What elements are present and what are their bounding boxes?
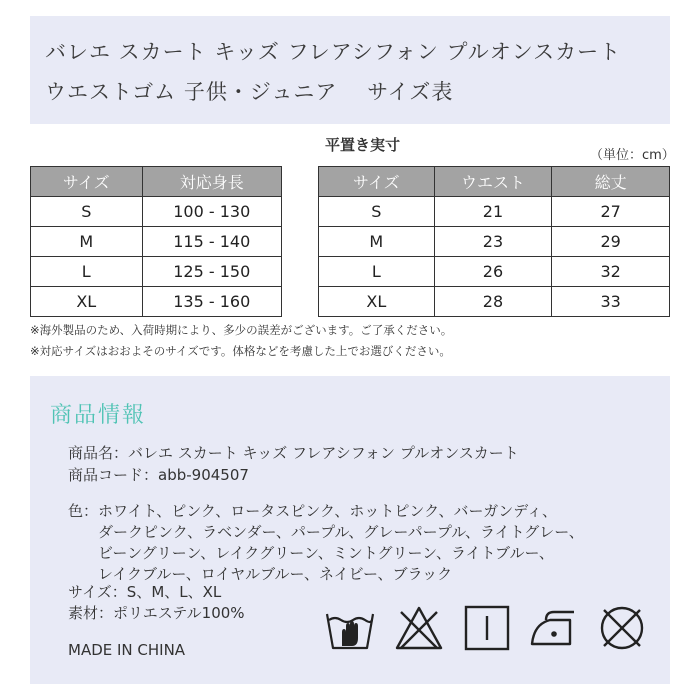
- table-cell: 115 - 140: [142, 227, 281, 257]
- table-cell: S: [319, 197, 435, 227]
- product-origin: MADE IN CHINA: [68, 641, 186, 659]
- table-row: [31, 227, 282, 257]
- table-header-cell: 対応身長: [142, 167, 281, 197]
- table-row: [319, 197, 670, 227]
- product-colors-line2: ダークピンク、ラベンダー、パープル、グレーパープル、ライトグレー、: [98, 523, 584, 541]
- table-row: [31, 257, 282, 287]
- table-row: [319, 287, 670, 317]
- no-dry-clean-icon: [596, 602, 648, 654]
- product-colors-line3: ビーングリーン、レイクグリーン、ミントグリーン、ライトブルー、: [98, 544, 554, 562]
- table-header-cell: サイズ: [31, 167, 143, 197]
- table-cell: M: [319, 227, 435, 257]
- table-row: [31, 197, 282, 227]
- table-cell: 100 - 130: [142, 197, 281, 227]
- table-cell: S: [31, 197, 143, 227]
- product-code: 商品コード：abb-904507: [68, 466, 249, 484]
- note-fit: ※対応サイズはおおよそのサイズです。体格などを考慮した上でお選びください。: [30, 344, 451, 358]
- iron-low-icon: [528, 602, 580, 654]
- table-header-cell: サイズ: [319, 167, 435, 197]
- page-title-line2: ウエストゴム 子供・ジュニア サイズ表: [45, 80, 454, 104]
- measurement-table: [318, 166, 670, 317]
- product-colors-line1: 色：ホワイト、ピンク、ロータスピンク、ホットピンク、バーガンディ、: [68, 502, 558, 520]
- table-cell: 135 - 160: [142, 287, 281, 317]
- product-colors-line4: レイクブルー、ロイヤルブルー、ネイビー、ブラック: [98, 565, 453, 583]
- table-cell: 26: [434, 257, 552, 287]
- table-cell: 125 - 150: [142, 257, 281, 287]
- table-cell: L: [31, 257, 143, 287]
- table-cell: 28: [434, 287, 552, 317]
- table-row: [319, 227, 670, 257]
- table-row: [319, 257, 670, 287]
- table-header-cell: ウエスト: [434, 167, 552, 197]
- product-info-title: 商品情報: [50, 403, 147, 428]
- hand-wash-icon: [324, 602, 376, 654]
- table-cell: XL: [31, 287, 143, 317]
- table-cell: XL: [319, 287, 435, 317]
- unit-label: （単位：cm）: [590, 148, 675, 163]
- no-bleach-icon: [393, 602, 445, 654]
- table-cell: 23: [434, 227, 552, 257]
- product-sizes: サイズ：S、M、L、XL: [68, 583, 222, 601]
- table-header-row: [319, 167, 670, 197]
- product-name: 商品名：バレエ スカート キッズ フレアシフォン プルオンスカート: [68, 444, 519, 462]
- table-header-cell: 総丈: [552, 167, 670, 197]
- table-header-row: [31, 167, 282, 197]
- header-band: [30, 16, 670, 124]
- product-material: 素材：ポリエステル100%: [68, 604, 245, 622]
- measure-label: 平置き実寸: [325, 136, 401, 154]
- table-cell: 33: [552, 287, 670, 317]
- line-dry-icon: [461, 602, 513, 654]
- table-cell: M: [31, 227, 143, 257]
- table-cell: L: [319, 257, 435, 287]
- table-cell: 32: [552, 257, 670, 287]
- page-title-line1: バレエ スカート キッズ フレアシフォン プルオンスカート: [45, 40, 622, 64]
- note-tolerance: ※海外製品のため、入荷時期により、多少の誤差がございます。ご了承ください。: [30, 323, 453, 337]
- table-cell: 29: [552, 227, 670, 257]
- table-cell: 21: [434, 197, 552, 227]
- table-row: [31, 287, 282, 317]
- height-size-table: [30, 166, 282, 317]
- table-cell: 27: [552, 197, 670, 227]
